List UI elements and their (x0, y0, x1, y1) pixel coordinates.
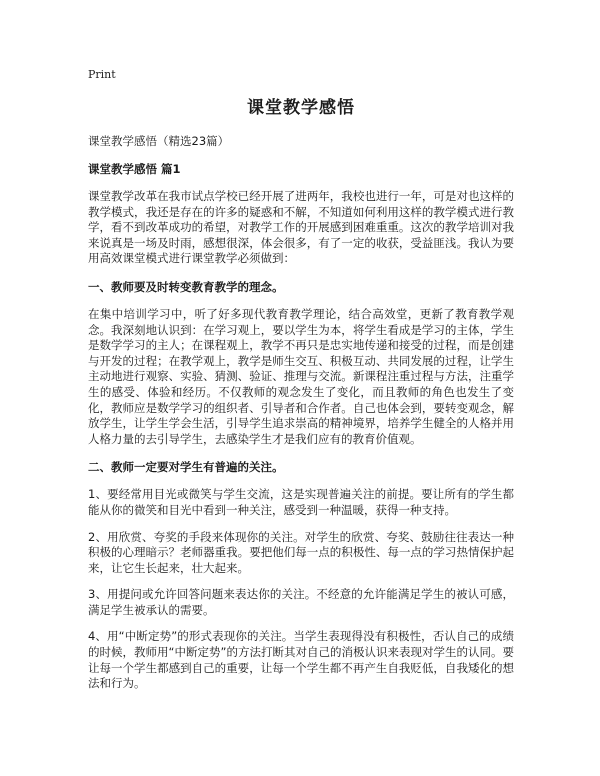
print-link[interactable]: Print (88, 68, 116, 81)
list-item-2: 2、用欣赏、夸奖的手段来体现你的关注。对学生的欣赏、夸奖、鼓励往往表达一种积极的心理暗示？老师器重我。要把他们每一点的积极性、每一点的学习热情保护起来，让它生长起来，壮大起来。 (88, 529, 514, 575)
chapter-heading: 课堂教学感悟 篇1 (88, 162, 181, 176)
document-subtitle: 课堂教学感悟（精选23篇） (88, 134, 230, 148)
list-item-3: 3、用提问或允许回答问题来表达你的关注。不经意的允许能满足学生的被认可感，满足学生被承认的需要。 (88, 587, 514, 617)
section-1-paragraph: 在集中培训学习中，听了好多现代教育教学理论，结合高效堂，更新了教育教学观念。我深刻地认识到：在学习观上，要以学生为本，将学生看成是学习的主体，学生是数学学习的主人；在课程观上，教学不再只是忠实地传递和接受的过程，而是创建与开发的过程；在教学观上，教学是师生交互、积极互动、共同发展的过程，让学生主动地进行观察、实验、猜测、验证、推理与交流。新课程注重过程与方法，注重学生的感受、体验和经历。不仅教师的观念发生了变化，而且教师的角色也发生了变化，教师应是数学学习的组织者、引导者和合作者。自己也体会到，要转变观念，解放学生，让学生学会生活，引导学生追求崇高的精神境界，培养学生健全的人格并用人格力量的去引导学生，去感染学生才是我们应有的教育价值观。 (88, 306, 514, 446)
page-title: 课堂教学感悟 (247, 98, 355, 118)
document-page (88, 68, 514, 703)
intro-paragraph: 课堂教学改革在我市试点学校已经开展了进两年，我校也进行一年，可是对也这样的教学模式，我还是存在的许多的疑惑和不解，不知道如何利用这样的教学模式进行教学，看不到改革成功的希望，对教学工作的开展感到困难重重。这次的教学培训对我来说真是一场及时雨，感想很深，体会很多，有了一定的收获，受益匪浅。我认为要用高效课堂模式进行课堂教学必须做到： (88, 189, 514, 266)
list-item-1: 1、要经常用目光或微笑与学生交流，这是实现普遍关注的前提。要让所有的学生都能从你的微笑和目光中看到一种关注，感受到一种温暖，获得一种支持。 (88, 487, 514, 517)
section-2-heading: 二、教师一定要对学生有普遍的关注。 (88, 460, 284, 475)
section-1-heading: 一、教师要及时转变教育教学的理念。 (88, 279, 284, 294)
list-item-4: 4、用“中断定势”的形式表现你的关注。当学生表现得没有积极性，否认自己的成绩的时候，教师用“中断定势”的方法打断其对自己的消极认识来表现对学生的认同。要让每一个学生都感到自己的重要，让每一个学生都不再产生自我贬低，自我矮化的想法和行为。 (88, 629, 514, 691)
